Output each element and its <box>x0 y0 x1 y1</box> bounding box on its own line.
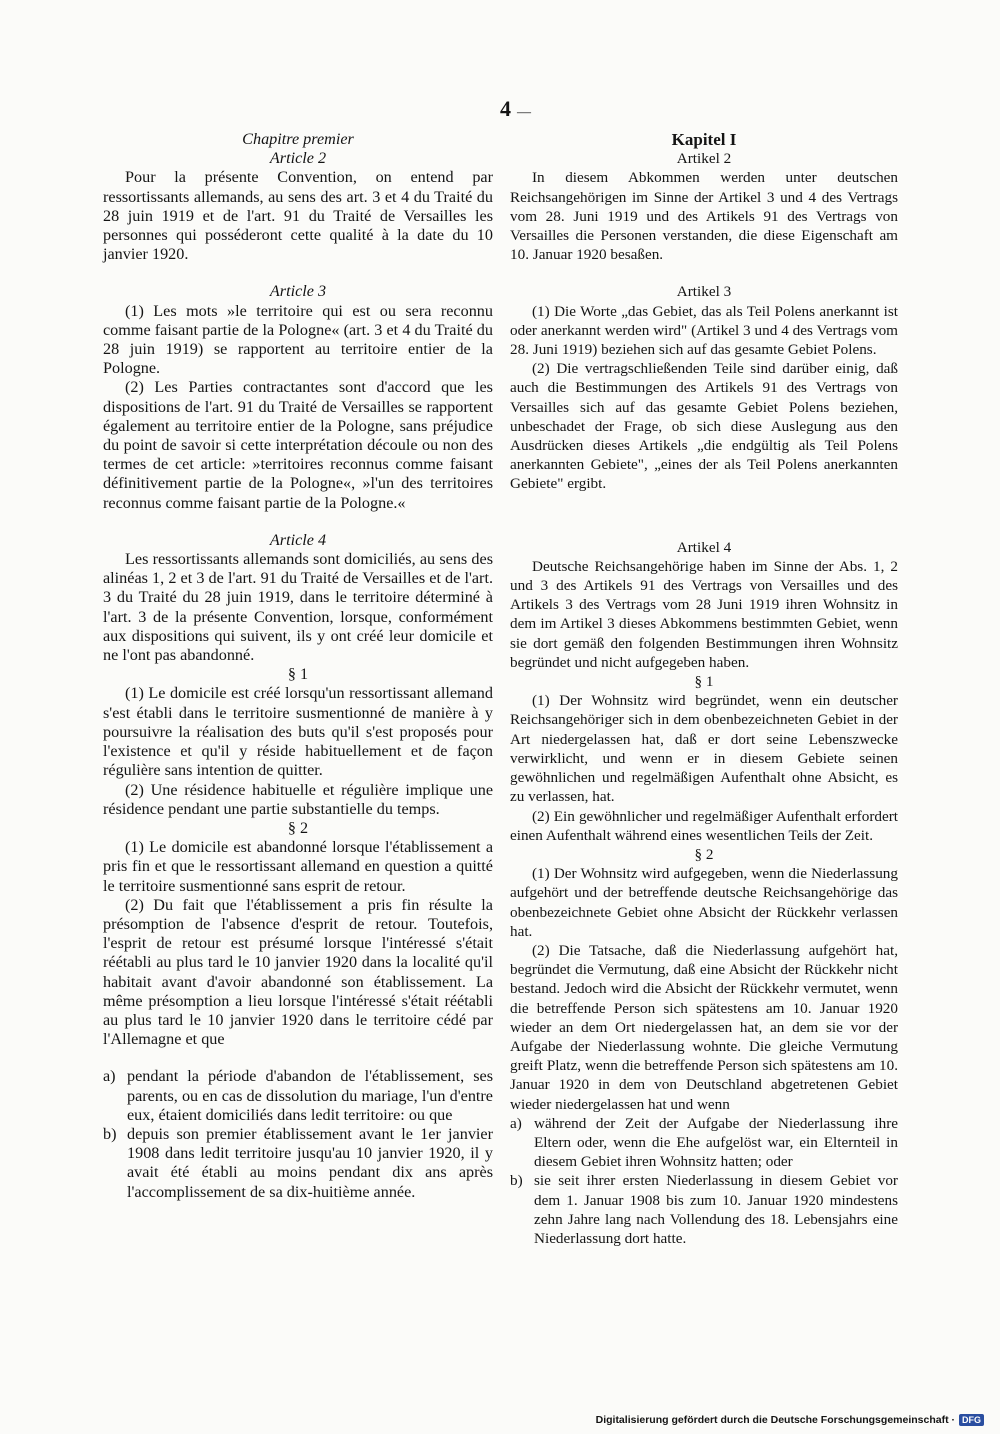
list-item-b-de <box>510 1171 898 1248</box>
article-2-text-fr: Pour la présente Convention, on entend par ressortissants allemands, au sens des art. 3 et 4 du Traité du 28 juin 1919 et de l'art. 91 du Traité de Versailles les personnes qui posséderont cette qualité à la date du 10 janvier 1920. <box>103 168 493 264</box>
article-3-p2-fr: (2) Les Parties contractantes sont d'accord que les dispositions de l'art. 91 du Traité de Versailles se rapportent également au territoire entier de la Pologne, sans préjudice du point de savoir si cette interprétation découle ou non des termes de cet article: »territoires reconnus comme faisant définitivement partie de la Pologne«, »l'un des territoires reconnus comme faisant partie de la Pologne.« <box>103 378 493 512</box>
list-item-a-fr <box>103 1067 493 1125</box>
list-label-b-fr: b) <box>103 1124 117 1143</box>
french-column <box>103 130 493 1202</box>
list-text-b-fr: depuis son premier établissement avant le 1er janvier 1908 dans ledit territoire jusqu'au 10 janvier 1920, il y avait été établi au moins pendant dix ans après l'accomplissement de sa dix-huitième année. <box>127 1124 493 1201</box>
section-2-p1-de: (1) Der Wohnsitz wird aufgegeben, wenn die Niederlassung aufgehört und der betreffende deutsche Reichsangehörige das obenbezeichnete Gebiet ohne Absicht der Rückkehr verlassen hat. <box>510 865 898 940</box>
list-label-a-fr: a) <box>103 1067 116 1086</box>
section-2-p2-de: (2) Die Tatsache, daß die Niederlassung aufgehört hat, begründet die Vermutung, daß eine Absicht der Rückkehr nicht bestand. Jedoch wird die Absicht der Rückkehr vermutet, wenn die betreffende Person sich spätestens am 10. Januar 1920 wieder an dem Ort niedergelassen hat, an dem sie vor der Aufgabe der Niederlassung wohnte. Die gleiche Vermutung greift Platz, wenn die betreffende Person sich spätestens am 10. Januar 1920 in dem von Deutschland abgetretenen Gebiet wieder niedergelassen hat und wenn <box>510 941 898 1113</box>
section-2-title-fr: § 2 <box>287 818 309 837</box>
chapter-title-de: Kapitel I <box>671 130 737 149</box>
section-1-title-de: § 1 <box>694 673 714 691</box>
section-2-title-de: § 2 <box>694 845 714 863</box>
article-2-text-de: In diesem Abkommen werden unter deutschen Reichsangehörigen im Sinne der Artikel 3 und 4 des Vertrags vom 28. Juni 1919 und des Artikels 91 des Vertrags von Versailles die Personen verstanden, die diese Eigenschaft am 10. Januar 1920 besaßen. <box>510 169 898 264</box>
article-2-title-de: Artikel 2 <box>676 150 732 168</box>
article-3-title-de: Artikel 3 <box>676 283 732 301</box>
chapter-title-fr: Chapitre premier <box>242 130 354 148</box>
article-4-title-de: Artikel 4 <box>676 538 732 556</box>
article-4-text-de: Deutsche Reichsangehörige haben im Sinne der Abs. 1, 2 und 3 des Artikels 91 des Vertrags von Versailles und des Artikels 3 des Vertrags vom 28 Juni 1919 ihren Wohnsitz in dem im Artikel 3 dieses Abkommens bestimmten Gebiet, wenn sie dort gemäß den folgenden Bestimmungen ihren Wohnsitz begründet und nicht aufgegeben haben. <box>510 557 898 671</box>
article-4-title-fr: Article 4 <box>269 530 327 549</box>
section-2-p2-fr: (2) Du fait que l'établissement a pris fin résulte la présomption de l'absence d'esprit de retour. Toutefois, l'esprit de retour est présumé lorsque l'intéressé s'était réétabli au plus tard le 10 janvier 1920 dans la localité qu'il habitait avant d'avoir abandonné son établissement. La même présomption a lieu lorsque l'intéressé s'était réétabli au plus tard le 10 janvier 1920 dans le territoire cédé par l'Allemagne et que <box>103 895 493 1049</box>
section-1-p2-de: (2) Ein gewöhnlicher und regelmäßiger Aufenthalt erfordert einen Aufenthalt während eines wesentlichen Teils der Zeit. <box>510 807 898 844</box>
section-2-p1-fr: (1) Le domicile est abandonné lorsque l'établissement a pris fin et que le ressortissant allemand en question a quitté le territoire susmentionné sans esprit de retour. <box>103 838 493 895</box>
page-dash: — <box>517 105 531 120</box>
article-3-p1-fr: (1) Les mots »le territoire qui est ou sera reconnu comme faisant partie de la Pologne« (art. 3 et 4 du Traité du 28 juin 1919) se rapportent au territoire entier de la Pologne. <box>103 301 493 378</box>
page-number: 4 — <box>500 96 531 121</box>
footer-credit <box>596 1414 984 1426</box>
section-1-p1-fr: (1) Le domicile est créé lorsqu'un ressortissant allemand s'est établi dans le territoire susmentionné de manière à y poursuivre la réalisation des buts qu'il s'est proposés pour l'existence et qu'il y réside habituellement et de façon régulière sans intention de quitter. <box>103 684 493 780</box>
article-4-text-fr: Les ressortissants allemands sont domiciliés, au sens des alinéas 1, 2 et 3 de l'art. 91 du Traité de Versailles et de l'art. 3 du Traité du 28 juin 1919, dans le territoire déterminé à l'art. 3 de la présente Convention, lorsque, conformément aux dispositions qui suivent, ils y ont créé leur domicile et ne l'ont pas abandonné. <box>103 550 493 665</box>
list-item-a-de <box>510 1114 898 1172</box>
dfg-logo: DFG <box>959 1414 984 1426</box>
section-1-p2-fr: (2) Une résidence habituelle et régulière implique une résidence pendant une partie substantielle du temps. <box>103 780 493 818</box>
list-item-b-fr <box>103 1125 493 1202</box>
article-3-title-fr: Article 3 <box>269 282 327 301</box>
footer-text: Digitalisierung gefördert durch die Deutsche Forschungsgemeinschaft · <box>595 1414 955 1426</box>
section-1-title-fr: § 1 <box>287 665 309 684</box>
list-text-a-fr: pendant la période d'abandon de l'établissement, ses parents, ou en cas de dissolution du mariage, l'un d'entre eux, étaient domiciliés dans ledit territoire: ou que <box>127 1067 493 1124</box>
list-text-a-de: während der Zeit der Aufgabe der Niederlassung ihre Eltern oder, wenn die Ehe aufgelöst war, ein Elternteil in diesem Gebiet ihren Wohnsitz hatten; oder <box>534 1114 898 1171</box>
list-label-a-de: a) <box>510 1114 522 1132</box>
article-2-title-fr: Article 2 <box>269 149 327 168</box>
section-1-p1-de: (1) Der Wohnsitz wird begründet, wenn ein deutscher Reichsangehöriger sich in dem obenbezeichneten Gebiet in der Art niedergelassen hat, daß er dort seine Lebenszwecke verwirklicht, und wenn er in diesem Gebiete seinen gewöhnlichen und regelmäßigen Aufenthalt ohne Absicht, es zu verlassen, hat. <box>510 692 898 806</box>
german-column <box>510 130 898 1248</box>
list-label-b-de: b) <box>510 1172 523 1190</box>
list-text-b-de: sie seit ihrer ersten Niederlassung in diesem Gebiet vor dem 1. Januar 1908 bis zum 10. Januar 1920 mindestens zehn Jahre lang nach Vollendung des 18. Lebensjahrs eine Niederlassung dort hatte. <box>534 1172 898 1247</box>
article-3-p1-de: (1) Die Worte „das Gebiet, das als Teil Polens anerkannt ist oder anerkannt werden wird" (Artikel 3 und 4 des Vertrags vom 28. Juni 1919) beziehen sich auf das gesamte Gebiet Polens. <box>510 302 898 359</box>
article-3-p2-de: (2) Die vertragschließenden Teile sind darüber einig, daß auch die Bestimmungen des Artikels 91 des Vertrags von Versailles sich auf das gesamte Gebiet Polens beziehen, unbeschadet der Frage, ob sich diese Auslegung aus den Ausdrücken dieses Artikels „die endgültig als Teil Polens anerkannten Gebiete", „eines der als Teil Polens anerkannten Gebiete" ergibt. <box>510 360 898 493</box>
